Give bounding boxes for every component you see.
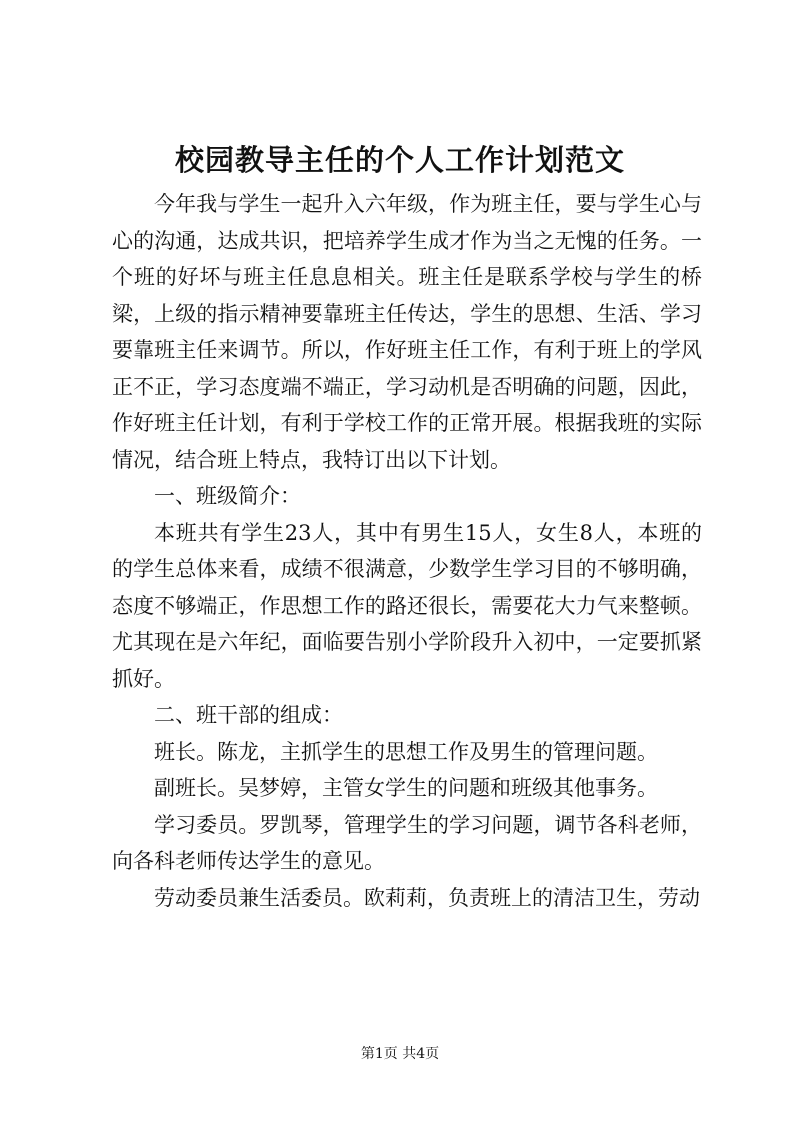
paragraph-vice-monitor: 副班长。吴梦婷，主管女学生的问题和班级其他事务。 — [154, 776, 658, 800]
paragraph-class-intro: 本班共有学生23人，其中有男生15人，女生8人，本班的的学生总体来看，成绩不很满意，少数学生学习目的不够明确，态度不够端正，作思想工作的路还很长，需要花大力气来整顿。尤其现在是六年纪，面临要告别小学阶段升入初中，一定要抓紧抓好。 — [112, 520, 702, 691]
paragraph-intro: 今年我与学生一起升入六年级，作为班主任，要与学生心与心的沟通，达成共识，把培养学生成才作为当之无愧的任务。一个班的好坏与班主任息息相关。班主任是联系学校与学生的桥梁，上级的指示精神要靠班主任传达，学生的思想、生活、学习要靠班主任来调节。所以，作好班主任工作，有利于班上的学风正不正，学习态度端不端正，学习动机是否明确的问题，因此，作好班主任计划，有利于学校工作的正常开展。根据我班的实际情况，结合班上特点，我特订出以下计划。 — [112, 192, 702, 472]
document-body — [112, 186, 702, 916]
section-heading-class-intro: 一、班级简介： — [154, 484, 301, 508]
paragraph-study-committee: 学习委员。罗凯琴，管理学生的学习问题，调节各科老师，向各科老师传达学生的意见。 — [112, 812, 702, 873]
paragraph-labor-committee: 劳动委员兼生活委员。欧莉莉，负责班上的清洁卫生，劳动 — [154, 885, 700, 910]
document-title: 校园教导主任的个人工作计划范文 — [174, 143, 625, 177]
page-footer: 第1页 共4页 — [360, 1046, 440, 1062]
section-heading-class-cadres: 二、班干部的组成： — [154, 703, 343, 727]
paragraph-monitor: 班长。陈龙，主抓学生的思想工作及男生的管理问题。 — [154, 739, 658, 764]
